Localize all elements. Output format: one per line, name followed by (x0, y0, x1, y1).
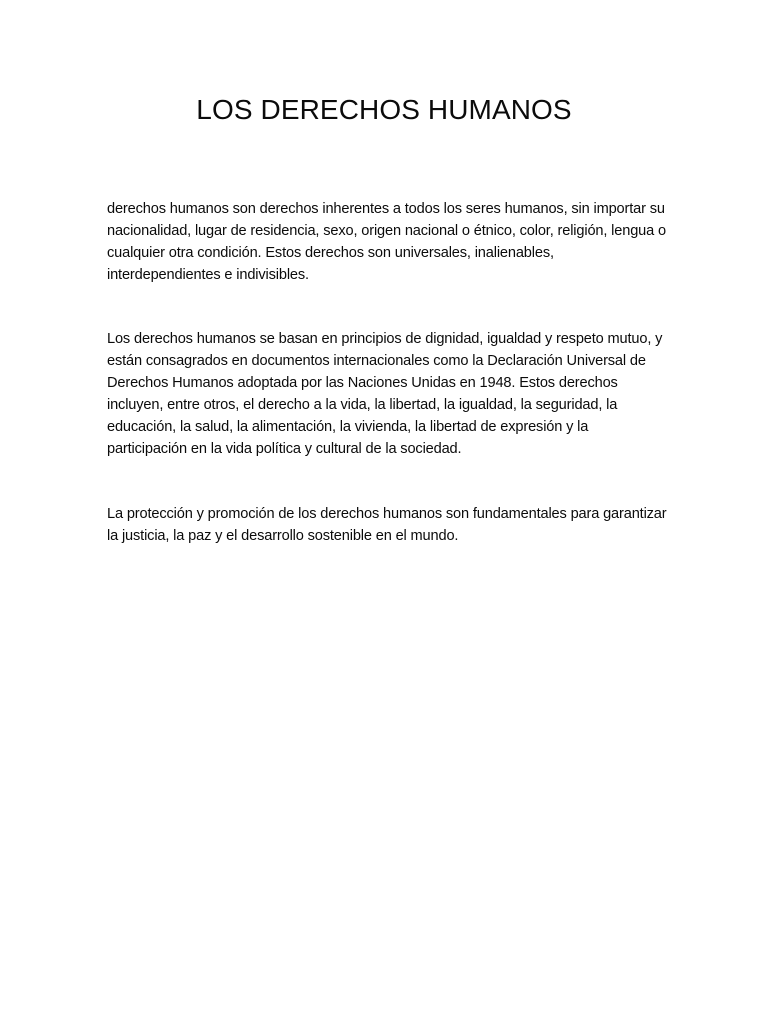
paragraph-intro: derechos humanos son derechos inherentes a todos los seres humanos, sin importar su nacionalidad, lugar de residencia, sexo, origen nacional o étnico, color, religión, lengua o cualquier otra condición. Estos derechos son universales, inalienables, interdependientes e indivisibles. (107, 201, 666, 284)
document-title: LOS DERECHOS HUMANOS (196, 94, 572, 125)
paragraph-principles: Los derechos humanos se basan en principios de dignidad, igualdad y respeto mutuo, y están consagrados en documentos internacionales como la Declaración Universal de Derechos Humanos adoptada por las Naciones Unidas en 1948. Estos derechos incluyen, entre otros, el derecho a la vida, la libertad, la igualdad, la seguridad, la educación, la salud, la alimentación, la vivienda, la libertad de expresión y la participación en la vida política y cultural de la sociedad. (107, 331, 663, 458)
paragraph-conclusion: La protección y promoción de los derechos humanos son fundamentales para garantizar la justicia, la paz y el desarrollo sostenible en el mundo. (107, 506, 667, 545)
